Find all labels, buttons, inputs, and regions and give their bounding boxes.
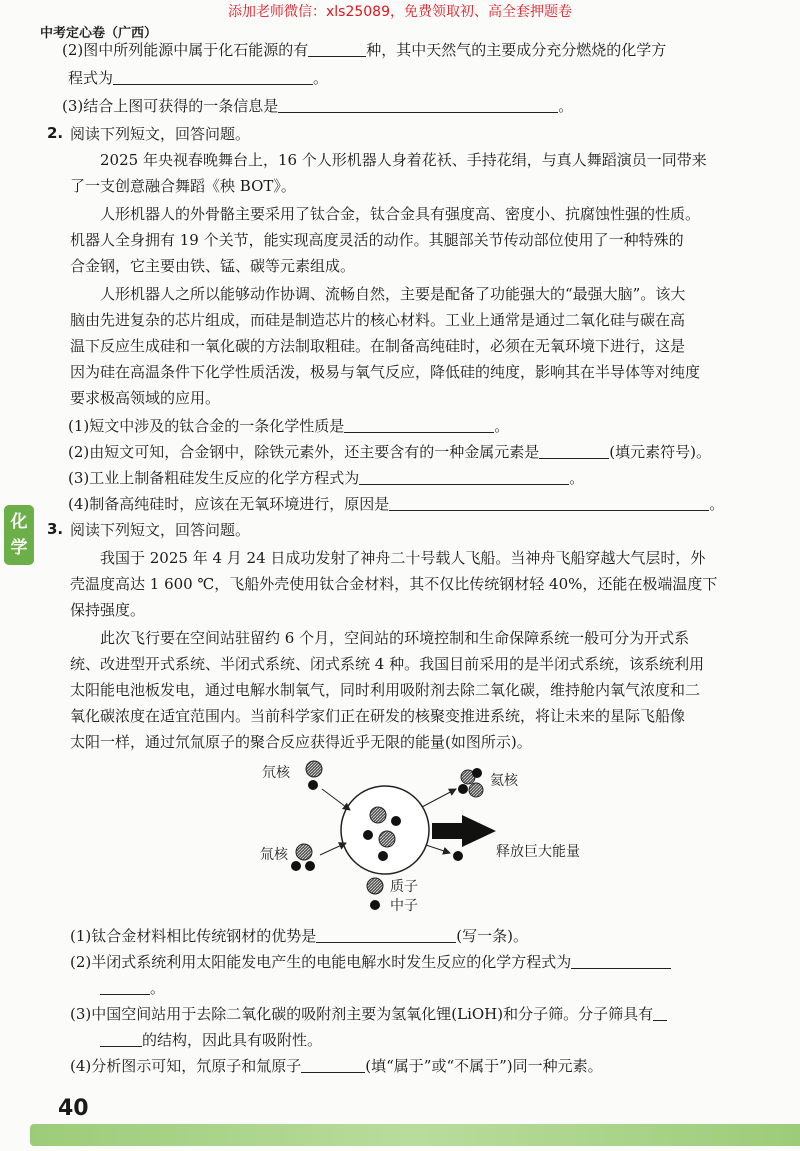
answer-blank[interactable]	[571, 953, 671, 969]
neutron	[391, 816, 401, 826]
neutron	[472, 768, 482, 778]
q3-title: 阅读下列短文，回答问题。	[70, 521, 251, 539]
reaction-sphere	[341, 786, 429, 874]
q2-title: 阅读下列短文，回答问题。	[70, 125, 251, 143]
page-number: 40	[58, 1096, 89, 1121]
q3-p2-l1: 此次飞行要在空间站驻留约 6 个月，空间站的环境控制和生命保障系统一般可分为开式系	[100, 629, 690, 647]
q2-p2-l3: 合金钢，它主要由铁、锰、碳等元素组成。	[70, 257, 356, 275]
answer-blank[interactable]	[308, 41, 366, 57]
q3-s3: (3)中国空间站用于去除二氧化碳的吸附剂主要为氢氧化锂(LiOH)和分子筛。分子筛具有	[70, 1004, 667, 1024]
answer-blank[interactable]	[316, 927, 456, 943]
q3-p1-l1: 我国于 2025 年 4 月 24 日成功发射了神舟二十号载人飞船。当神舟飞船穿越大气层时，外	[100, 549, 706, 567]
legend-proton-label: 质子	[390, 879, 418, 895]
arrow-out	[426, 845, 450, 853]
answer-blank[interactable]	[653, 1005, 667, 1021]
q2-s1: (1)短文中涉及的钛合金的一条化学性质是 。	[68, 417, 510, 435]
q2-p3-l1: 人形机器人之所以能够动作协调、流畅自然，主要是配备了功能强大的“最强大脑”。该大	[100, 285, 686, 303]
neutron	[308, 780, 318, 790]
q1-sub2: (2)图中所列能源中属于化石能源的有 种，其中天然气的主要成分充分燃烧的化学方	[62, 41, 667, 59]
q2-s3: (3)工业上制备粗硅发生反应的化学方程式为 。	[68, 469, 585, 487]
promo-banner: 添加老师微信：xls25089，免费领取初、高全套押题卷	[227, 4, 572, 20]
q3-s1: (1)钛合金材料相比传统钢材的优势是 (写一条)。	[70, 927, 528, 945]
q3-p2-l5: 太阳一样，通过氘氚原子的聚合反应获得近乎无限的能量(如图所示)。	[70, 733, 532, 751]
q2-p3-l2: 脑由先进复杂的芯片组成，而硅是制造芯片的核心材料。工业上通常是通过二氧化硅与碳在高	[70, 311, 686, 329]
neutron	[291, 861, 301, 871]
q3-p2-l2: 统、改进型开式系统、半闭式系统、闭式系统 4 种。我国目前采用的是半闭式系统，该系统利用	[70, 655, 705, 673]
proton	[469, 783, 483, 797]
arrow-out	[422, 789, 456, 807]
arrow-in	[320, 843, 346, 855]
answer-blank[interactable]	[301, 1057, 365, 1073]
q3-s3-cont: 的结构，因此具有吸附性。	[100, 1030, 322, 1050]
answer-blank[interactable]	[100, 1031, 142, 1047]
q2-s2: (2)由短文可知，合金钢中，除铁元素外，还主要含有的一种金属元素是 (填元素符号)。	[68, 443, 711, 461]
q3-s2-cont: 。	[100, 978, 165, 998]
q3-p1-l3: 保持强度。	[70, 601, 146, 619]
legend-neutron-icon	[370, 900, 380, 910]
arrow-in	[322, 789, 350, 810]
proton	[379, 831, 395, 847]
answer-blank[interactable]	[344, 417, 494, 433]
neutron	[305, 861, 315, 871]
footer-band	[30, 1124, 800, 1146]
q2-p3-l4: 因为硅在高温条件下化学性质活泼，极易与氧气反应，降低硅的纯度，影响其在半导体等对纯度	[70, 363, 701, 381]
neutron	[453, 851, 463, 861]
q2-p2-l1: 人形机器人的外骨骼主要采用了钛合金，钛合金具有强度高、密度小、抗腐蚀性强的性质。	[100, 205, 701, 223]
tritium-label: 氚核	[260, 847, 288, 863]
q3-s4: (4)分析图示可知，氘原子和氚原子 (填“属于”或“不属于”)同一种元素。	[70, 1057, 603, 1075]
deuterium-label: 氘核	[262, 765, 290, 781]
fusion-diagram	[250, 755, 610, 915]
book-header: 中考定心卷（广西）	[40, 26, 158, 41]
legend-proton-icon	[367, 878, 383, 894]
answer-blank[interactable]	[359, 469, 569, 485]
energy-label: 释放巨大能量	[496, 844, 580, 860]
proton	[306, 761, 322, 777]
q2-p2-l2: 机器人全身拥有 19 个关节，能实现高度灵活的动作。其腿部关节传动部位使用了一种特殊的	[70, 231, 684, 249]
answer-blank[interactable]	[100, 979, 150, 995]
answer-blank[interactable]	[389, 495, 709, 511]
q3-s2: (2)半闭式系统利用太阳能发电产生的电能电解水时发生反应的化学方程式为	[70, 952, 671, 972]
energy-arrow	[432, 815, 496, 847]
q2-number: 2.	[47, 124, 64, 142]
q1-sub3: (3)结合上图可获得的一条信息是 。	[62, 97, 574, 115]
answer-blank[interactable]	[539, 443, 609, 459]
q3-p2-l4: 氧化碳浓度在适宜范围内。当前科学家们正在研发的核聚变推进系统，将让未来的星际飞船像	[70, 707, 686, 725]
neutron	[378, 851, 388, 861]
neutron	[458, 784, 468, 794]
q3-number: 3.	[47, 520, 64, 538]
answer-blank[interactable]	[278, 97, 558, 113]
helium-label: 氦核	[490, 773, 518, 789]
answer-blank[interactable]	[113, 69, 313, 85]
q3-p2-l3: 太阳能电池板发电，通过电解水制氧气，同时利用吸附剂去除二氧化碳，维持舱内氧气浓度和二	[70, 681, 701, 699]
q2-p3-l3: 温下反应生成硅和一氧化碳的方法制取粗硅。在制备高纯硅时，必须在无氧环境下进行，这是	[70, 337, 686, 355]
neutron	[363, 830, 373, 840]
proton	[296, 844, 312, 860]
q3-p1-l2: 壳温度高达 1 600 ℃，飞船外壳使用钛合金材料，其不仅比传统钢材轻 40%，还能在极端温度下	[70, 575, 718, 593]
q2-p1-l1: 2025 年央视春晚舞台上，16 个人形机器人身着花袄、手持花绢，与真人舞蹈演员一同带来	[100, 151, 707, 169]
q2-p3-l5: 要求极高领域的应用。	[70, 389, 221, 407]
q1-sub2-cont: 程式为 。	[68, 69, 329, 87]
legend-neutron-label: 中子	[390, 898, 418, 914]
subject-tab: 化学	[4, 505, 34, 565]
q2-s4: (4)制备高纯硅时，应该在无氧环境进行，原因是 。	[68, 495, 725, 513]
q2-p1-l2: 了一支创意融合舞蹈《秧 BOT》。	[70, 177, 296, 195]
proton	[370, 807, 386, 823]
